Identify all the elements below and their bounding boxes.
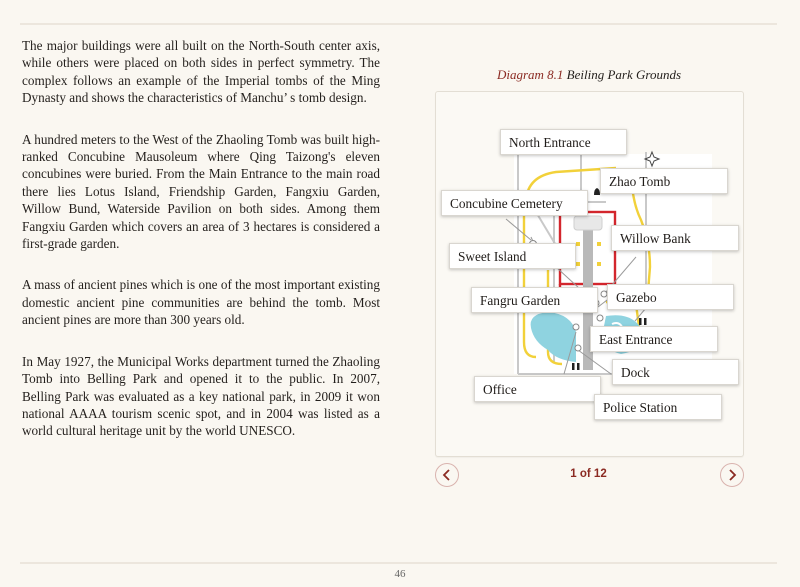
caption-number: Diagram 8.1 [496, 67, 564, 82]
callout-gazebo[interactable]: Gazebo [607, 284, 734, 310]
callout-north-entrance[interactable]: North Entrance [500, 129, 627, 155]
callout-willow-bank[interactable]: Willow Bank [611, 225, 739, 251]
paragraph: In May 1927, the Municipal Works department turned the Zhaoling Tomb into Belling Park and opened it to the public. In 2007, Belling Park was evaluated as a key national park, in 2009 it won national AAAA tourism scenic spot, and in 2004 was listed as a world cultural heritage unit by the world UNESCO. [22, 353, 380, 439]
top-divider [20, 23, 777, 25]
body-text [22, 37, 380, 464]
callout-concubine-cemetery[interactable]: Concubine Cemetery [441, 190, 588, 216]
paragraph: A hundred meters to the West of the Zhaoling Tomb was built high-ranked Concubine Mausoleum where Qing Taizong's eleven concubines were buried. From the Main Entrance to the main road there lies Lotus Island, Friendship Garden, Fangxiu Garden, Willow Bund, Waterside Pavilion on both sides. Among them Fangxiu Garden which covers an area of 3 hectares is considered a first-grade garden. [22, 131, 380, 252]
chevron-right-icon [727, 469, 737, 481]
paragraph: A mass of ancient pines which is one of the most important existing domestic ancient pine communities are behind the tomb. Most ancient pines are more than 300 years old. [22, 277, 380, 328]
bottom-divider [20, 562, 777, 564]
callout-sweet-island[interactable]: Sweet Island [449, 243, 576, 269]
page-number: 46 [394, 568, 406, 580]
figure-pager [435, 463, 742, 489]
figure-caption [435, 67, 743, 83]
next-button[interactable] [720, 463, 744, 487]
callout-police-station[interactable]: Police Station [594, 394, 722, 420]
page-indicator: 1 of 12 [570, 468, 607, 480]
caption-title: Beiling Park Grounds [566, 67, 682, 82]
callout-office[interactable]: Office [474, 376, 601, 402]
callout-dock[interactable]: Dock [612, 359, 739, 385]
paragraph: The major buildings were all built on the North-South center axis, while others were placed on both sides in perfect symmetry. The complex follows an example of the Imperial tombs of the Ming Dynasty and shows the characteristics of Manchu’ s tomb design. [22, 38, 380, 106]
callout-fangru-garden[interactable]: Fangru Garden [471, 287, 598, 313]
callout-east-entrance[interactable]: East Entrance [590, 326, 718, 352]
callout-zhao-tomb[interactable]: Zhao Tomb [600, 168, 728, 194]
interactive-map-frame [435, 91, 744, 457]
